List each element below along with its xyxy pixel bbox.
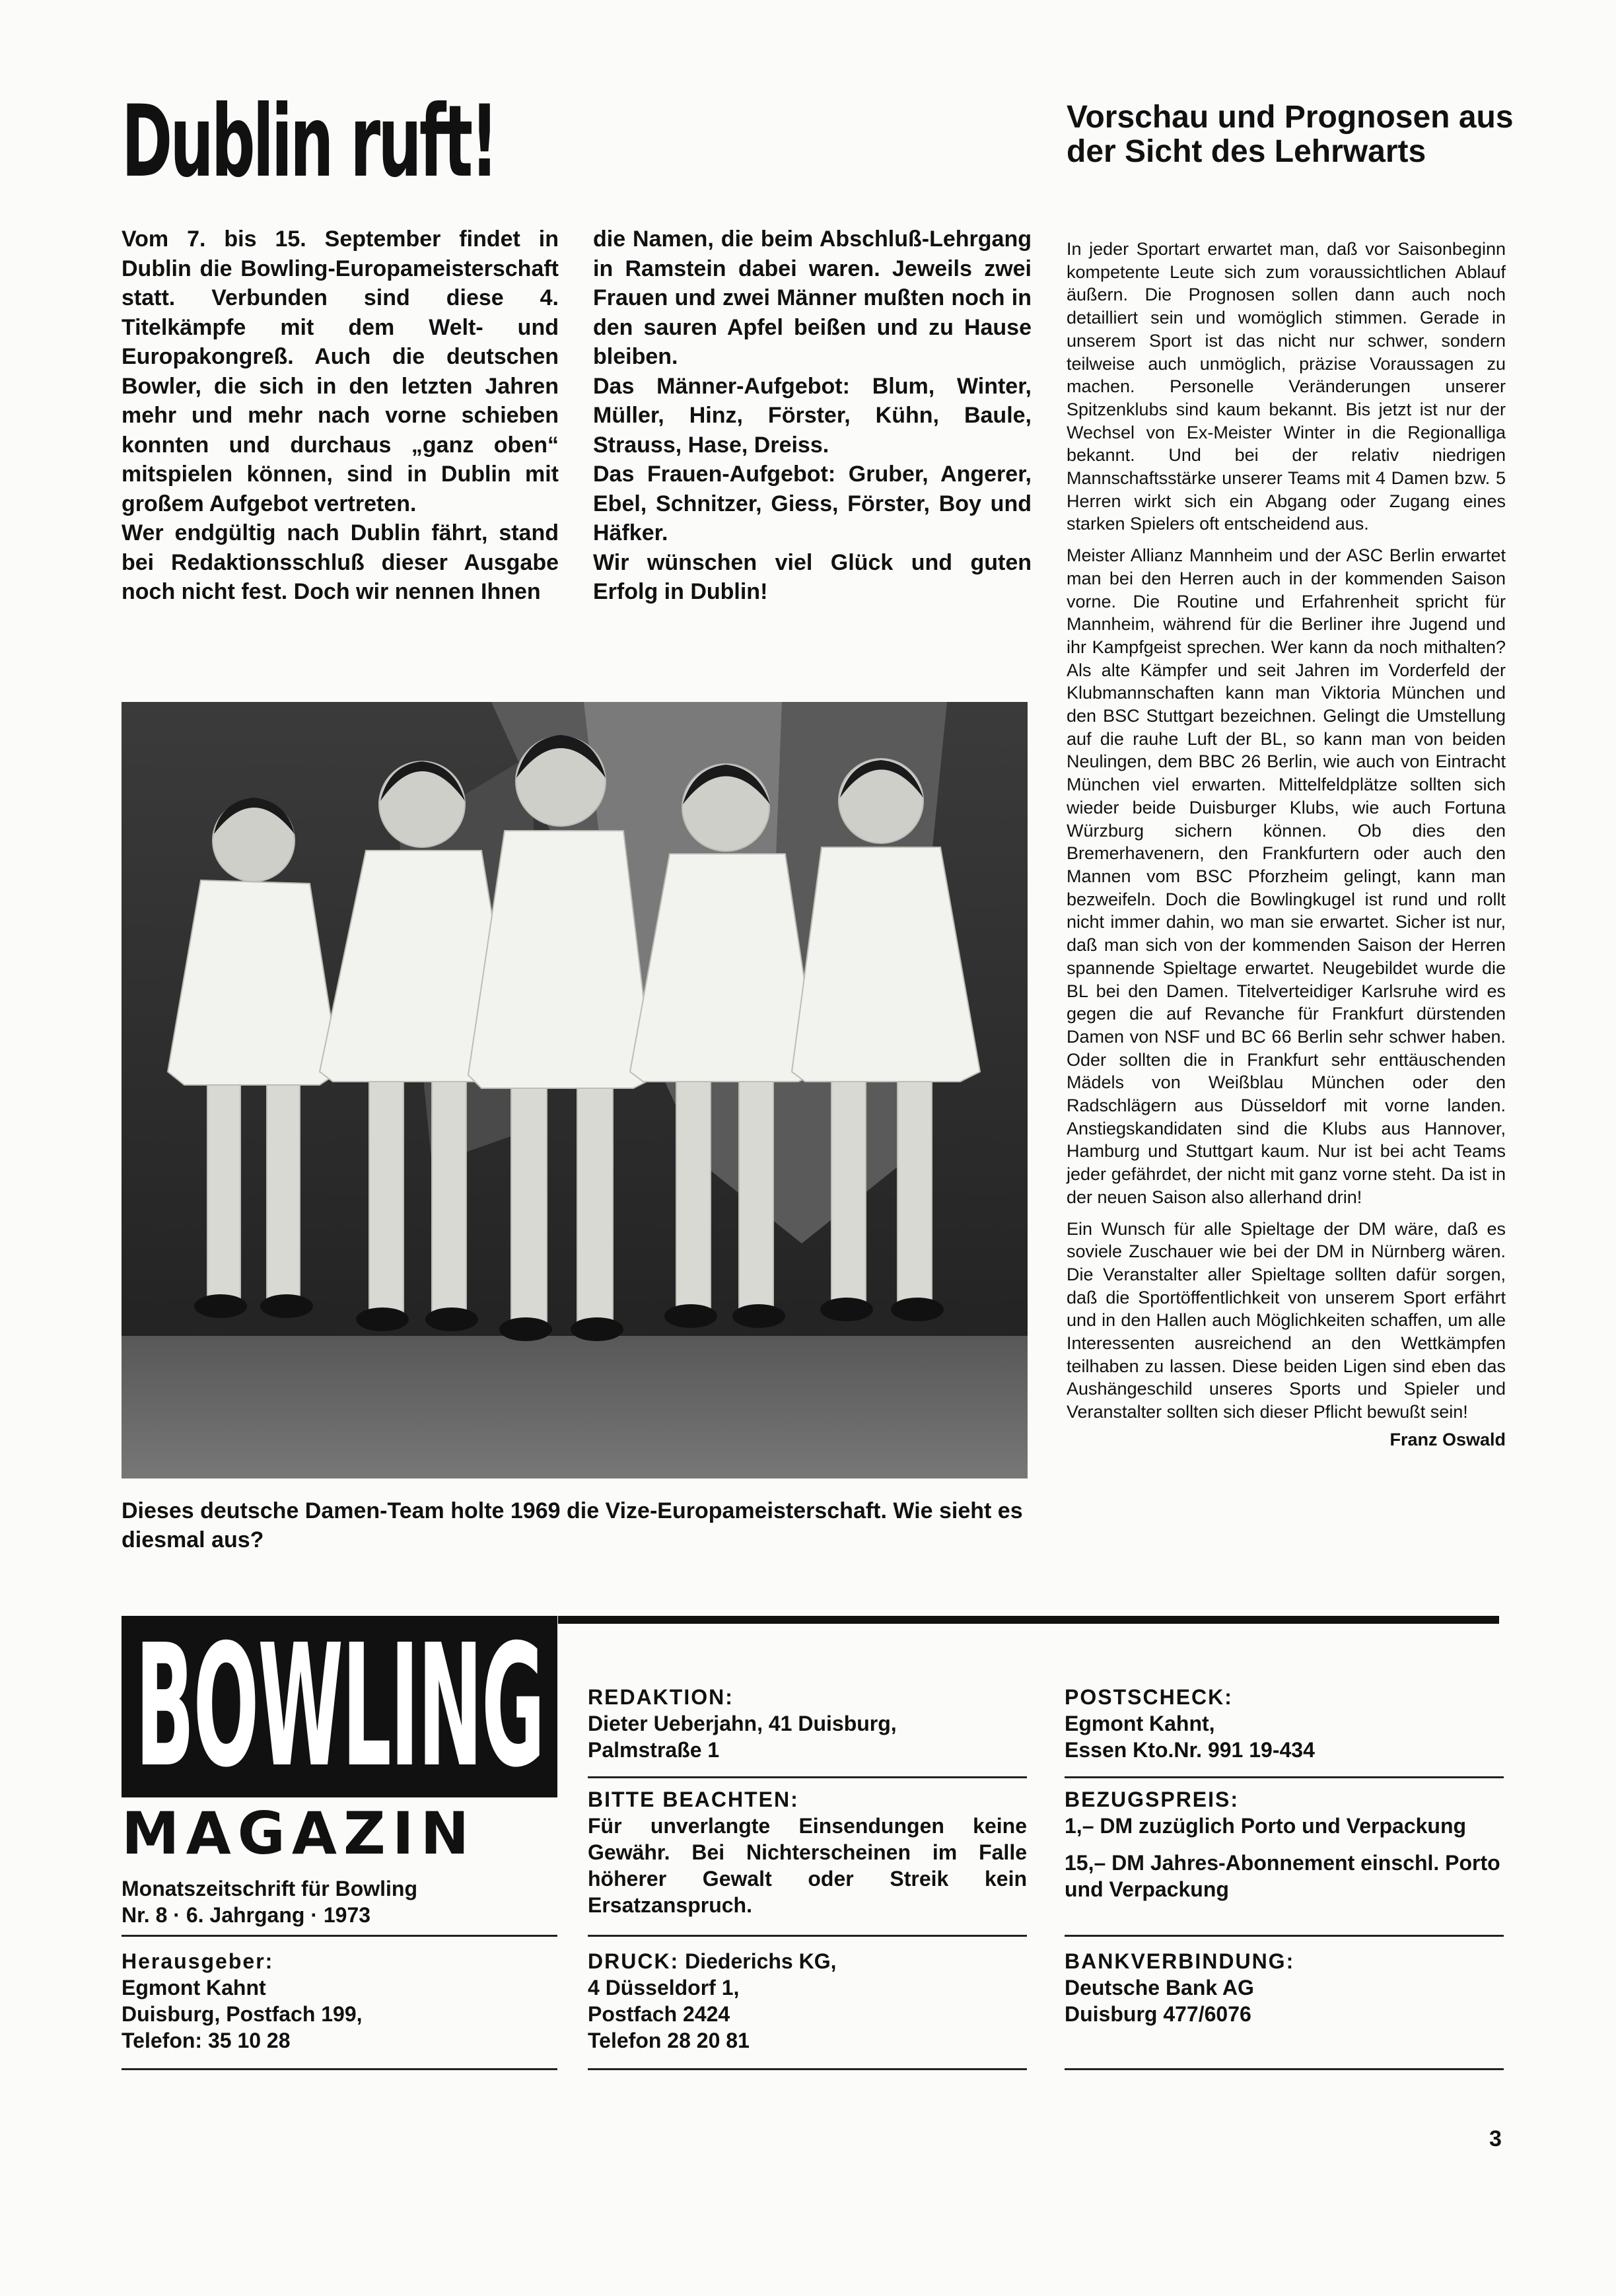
subtitle: Monatszeitschrift für Bowling [122,1877,417,1900]
postscheck-label: POSTSCHECK: [1065,1685,1233,1709]
publisher-label: Herausgeber: [122,1949,274,1973]
divider [588,1935,1027,1937]
magazine-logo [122,1616,557,1797]
article-column-2 [593,225,1032,607]
print-line: Diederichs KG, [685,1949,837,1973]
divider [588,2068,1027,2070]
price-line: 1,– DM zuzüglich Porto und Verpackung [1065,1814,1467,1838]
page-number: 3 [1489,2126,1502,2151]
divider [588,1776,1027,1778]
postscheck-line: Essen Kto.Nr. 991 19-434 [1065,1738,1315,1762]
sidebar-paragraph: Meister Allianz Mannheim und der ASC Berlin erwartet man bei den Herren auch in der kommenden Saison vorne. Die Routine und Erfahrenheit spricht für Mannheim, während für die Berliner ihre Jugend und ihr Kampfgeist sprechen. Wer kann da noch mithalten? Als alte Kämpfer und seit Jahren im Vorderfeld der Klubmannschaften kann man Viktoria München und den BSC Stuttgart bezeichnen. Gelingt die Umstellung auf die rauhe Luft der BL, so kann man von beiden Neulingen, dem BBC 26 Berlin, wie auch von Eintracht München viel erwarten. Mittelfeldplätze sollten sich wieder beide Duisburger Klubs, wie auch Fortuna Würzburg sichern können. Ob dies den Bremerhavenern, den Frankfurtern oder auch den Mannen vom BSC Pforzheim gelingt, kann man bezweifeln. Doch die Bowlingkugel ist rund und rollt nicht immer dahin, wo man sie erwartet. Sicher ist nur, daß man sich von der kommenden Saison der Herren spannende Spieltage erwartet. Neugebildet wurde die BL bei den Damen. Titelverteidiger Karlsruhe wird es gegen die auf Revanche für Frankfurt dürstenden Damen von NSF und BC 66 Berlin sehr schwer haben. Oder sollten die in Frankfurt sehr enttäuschenden Mädels von Weißblau München oder den Radschlägern aus Düsseldorf mit vorne landen. Anstiegskandidaten sind die Klubs aus Hannover, Hamburg und Stuttgart kaum. Nur ist bei acht Teams jeder gefährdet, der nicht mit ganz vorne steht. Da ist in der neuen Saison also allerhand drin! [1067,545,1506,1207]
print-line: Postfach 2424 [588,2002,730,2026]
bank-label: BANKVERBINDUNG: [1065,1949,1295,1973]
divider [1065,1935,1504,1937]
bank-line: Deutsche Bank AG [1065,1976,1254,2000]
publication-info [122,1875,557,1928]
redaktion-label: REDAKTION: [588,1685,734,1709]
print-line: 4 Düsseldorf 1, [588,1976,740,2000]
issue-line: Nr. 8 · 6. Jahrgang · 1973 [122,1903,371,1927]
article-paragraph: Wer endgültig nach Dublin fährt, stand bei Redaktionsschluß dieser Ausgabe noch nicht fest. Doch wir nennen Ihnen [122,520,559,604]
bank-line: Duisburg 477/6076 [1065,2002,1251,2026]
publisher-line: Duisburg, Postfach 199, [122,2002,363,2026]
redaktion-line: Palmstraße 1 [588,1738,720,1762]
article-paragraph: Vom 7. bis 15. September findet in Dublin die Bowling-Europameisterschaft statt. Verbunden sind diese 4. Titelkämpfe mit dem Welt- und Europakongreß. Auch die deutschen Bowler, die sich in den letzten Jahren mehr und mehr nach vorne schieben konnten und durchaus „ganz oben“ mitspielen können, sind in Dublin mit großem Aufgebot vertreten. [122,226,559,516]
print-block [588,1948,1027,2054]
logo-bowling: BOWLING [135,1616,544,1797]
author-signature: Franz Oswald [1389,1429,1506,1449]
team-photo [122,702,1028,1478]
photo-caption: Dieses deutsche Damen-Team holte 1969 die Vize-Europameisterschaft. Wie sieht es diesmal aus? [122,1498,1023,1552]
sidebar-article [1067,238,1506,1451]
womens-team-list: Das Frauen-Aufgebot: Gruber, Angerer, Ebel, Schnitzer, Giess, Förster, Boy und Häfker. [593,462,1032,545]
logo-magazin: MAGAZIN [122,1799,476,1867]
divider [1065,2068,1504,2070]
redaktion-block [588,1684,1024,1763]
notice-text: Für unverlangte Einsendungen keine Gewähr. Bei Nichterscheinen im Falle höherer Gewalt oder Streik kein Ersatzanspruch. [588,1814,1027,1917]
mens-team-list: Das Männer-Aufgebot: Blum, Winter, Müller, Hinz, Förster, Kühn, Baule, Strauss, Hase, Dreiss. [593,373,1032,458]
masthead-top-rule [558,1616,1499,1624]
sidebar-paragraph: Ein Wunsch für alle Spieltage der DM wäre, daß es soviele Zuschauer wie bei der DM in Nürnberg wären. Die Veranstalter aller Spieltage sollten dafür sorgen, daß die Sportöffentlichkeit von unserem Sport erfährt und in den Hallen auch Möglichkeiten schaffen, um alle Interessenten ausreichend an den Wettkämpfen teilhaben zu lassen. Diese beiden Ligen sind eben das Aushängeschild unseres Sports und Spieler und Veranstalter sollten sich dieser Pflicht bewußt sein! [1067,1218,1506,1422]
sidebar-paragraph: In jeder Sportart erwartet man, daß vor Saisonbeginn kompetente Leute sich zum voraussichtlichen Ablauf äußern. Die Prognosen sollen dann auch noch detailliert sein und womöglich stimmen. Gerade in unserem Sport ist das nicht nur schwer, sondern teilweise auch unmöglich, präzise Voraussagen zu machen. Personelle Veränderungen unserer Spitzenklubs sind kaum bekannt. Bis jetzt ist nur der Wechsel von Ex-Meister Winter in die Regionalliga bekannt. Und bei der relativ niedrigen Mannschaftsstärke unserer Teams mit 4 Damen bzw. 5 Herren wirkt sich ein Abgang oder Zugang eines starken Spielers oft entscheidend aus. [1067,239,1506,534]
publisher-line: Egmont Kahnt [122,1976,266,2000]
divider [122,1935,557,1937]
notice-label: BITTE BEACHTEN: [588,1788,799,1811]
closing-wish: Wir wünschen viel Glück und guten Erfolg in Dublin! [593,549,1032,604]
divider [1065,1776,1504,1778]
article-column-1 [122,225,559,607]
article-headline: Dublin ruft! [122,85,497,199]
sidebar-title: Vorschau und Prognosen aus der Sicht des Lehrwarts [1067,100,1514,169]
publisher-block [122,1948,557,2054]
price-line: 15,– DM Jahres-Abonnement einschl. Porto und Verpackung [1065,1851,1500,1901]
redaktion-line: Dieter Ueberjahn, 41 Duisburg, [588,1712,897,1735]
print-line: Telefon 28 20 81 [588,2029,750,2052]
publisher-line: Telefon: 35 10 28 [122,2029,291,2052]
postscheck-line: Egmont Kahnt, [1065,1712,1215,1735]
price-label: BEZUGSPREIS: [1065,1788,1240,1811]
postscheck-block [1065,1684,1500,1763]
divider [122,2068,557,2070]
article-paragraph: die Namen, die beim Abschluß-Lehrgang in Ramstein dabei waren. Jeweils zwei Frauen und zwei Männer mußten noch in den sauren Apfel beißen und zu Hause bleiben. [593,226,1032,369]
price-block [1065,1786,1504,1902]
notice-block [588,1786,1027,1918]
print-label: DRUCK: [588,1949,680,1973]
bank-block [1065,1948,1504,2027]
